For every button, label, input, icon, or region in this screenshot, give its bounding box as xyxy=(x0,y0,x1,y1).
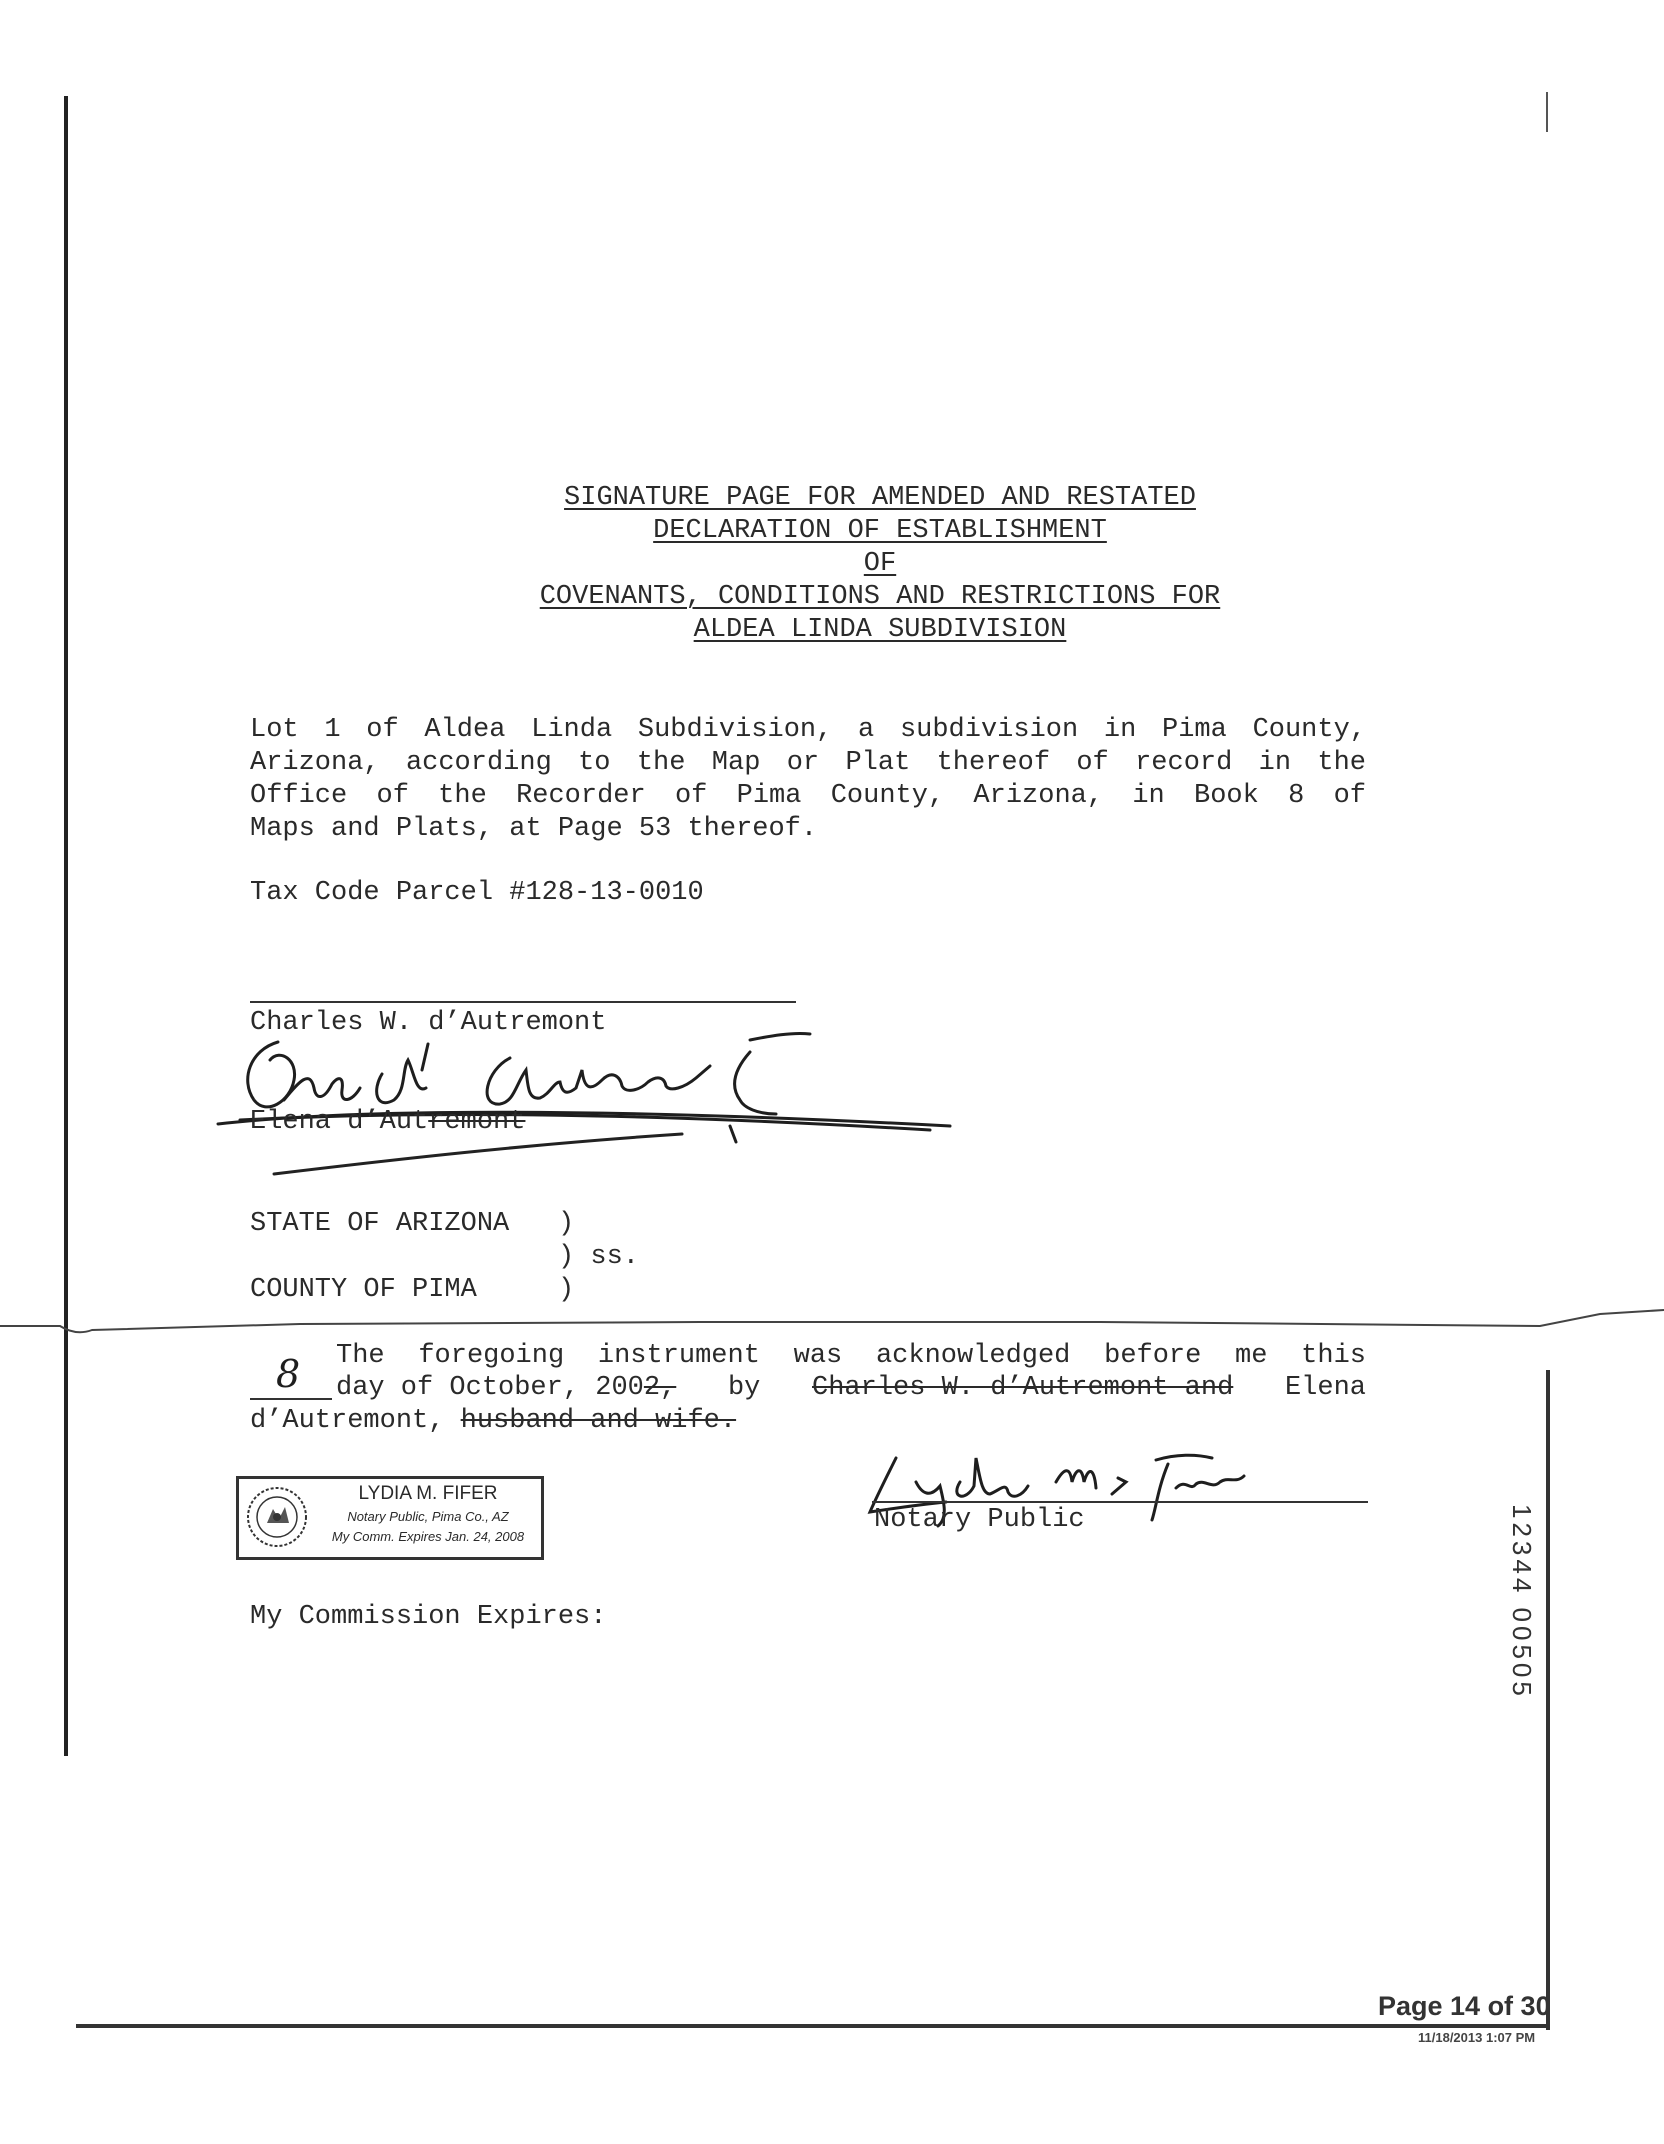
legal-line-3: Office of the Recorder of Pima County, Arizona, in Book 8 of xyxy=(250,781,1366,811)
ack-line-3 xyxy=(250,1405,736,1438)
tax-code-parcel: Tax Code Parcel #128-13-0010 xyxy=(250,878,704,908)
right-scan-edge-top xyxy=(1546,92,1548,132)
stamp-county-line: Notary Public, Pima Co., AZ xyxy=(347,1509,509,1524)
heading-line-3: OF xyxy=(863,549,897,579)
signature-underline-stroke xyxy=(270,1130,690,1180)
signer-1-name: Charles W. d’Autremont xyxy=(250,1008,607,1038)
bottom-rule xyxy=(76,2024,1548,2028)
document-heading xyxy=(380,482,1380,647)
ack-day-of: day of October, 200 xyxy=(336,1373,644,1403)
legal-line-2: Arizona, according to the Map or Plat thereof of record in the xyxy=(250,748,1366,778)
ack-surname: d’Autremont, xyxy=(250,1406,445,1436)
left-scan-edge xyxy=(64,96,68,1756)
ack-day-handwritten: 8 xyxy=(276,1352,301,1396)
right-scan-edge xyxy=(1546,1370,1550,2030)
print-timestamp: 11/18/2013 1:07 PM xyxy=(1418,2030,1536,2045)
signer-2-first: Elena d’Aut xyxy=(250,1107,429,1137)
ack-line-1: The foregoing instrument was acknowledged before me this xyxy=(336,1341,1366,1371)
venue-state: STATE OF ARIZONA xyxy=(250,1209,510,1239)
venue-county: COUNTY OF PIMA xyxy=(250,1275,477,1305)
recording-number: 12344 00505 xyxy=(1507,1504,1537,1700)
heading-line-4: COVENANTS, CONDITIONS AND RESTRICTIONS FOR xyxy=(539,582,1221,612)
commission-expires: My Commission Expires: xyxy=(250,1602,607,1632)
legal-description xyxy=(250,714,1366,846)
heading-line-1: SIGNATURE PAGE FOR AMENDED AND RESTATED xyxy=(564,483,1196,513)
ack-line-2 xyxy=(336,1372,1366,1405)
stamp-expiration-line: My Comm. Expires Jan. 24, 2008 xyxy=(331,1529,525,1544)
heading-line-2: DECLARATION OF ESTABLISHMENT xyxy=(653,516,1107,546)
ack-struck-name: Charles W. d’Autremont and xyxy=(812,1373,1234,1403)
signature-line-1 xyxy=(250,1001,796,1003)
ack-elena: Elena xyxy=(1284,1373,1366,1403)
notary-public-label: Notary Public xyxy=(874,1505,1085,1535)
ack-struck-relation: husband and wife. xyxy=(460,1406,737,1436)
heading-line-5: ALDEA LINDA SUBDIVISION xyxy=(693,615,1067,645)
venue-county-paren: ) xyxy=(558,1275,575,1305)
notary-stamp xyxy=(236,1476,544,1560)
venue-state-paren: ) xyxy=(558,1209,575,1239)
page-number: Page 14 of 30 xyxy=(1378,1991,1551,2021)
stamp-notary-name: LYDIA M. FIFER xyxy=(358,1483,498,1504)
venue-ss: ) ss. xyxy=(558,1242,640,1272)
ack-by: by xyxy=(727,1373,761,1403)
ack-year-struck: 2, xyxy=(643,1373,677,1403)
ack-day-blank xyxy=(250,1398,332,1400)
notary-signature-line xyxy=(872,1501,1368,1503)
legal-line-1: Lot 1 of Aldea Linda Subdivision, a subdivision in Pima County, xyxy=(250,715,1366,745)
notary-seal-icon xyxy=(245,1485,309,1549)
signer-2-struck: remont xyxy=(428,1107,526,1137)
legal-line-4: Maps and Plats, at Page 53 thereof. xyxy=(250,814,818,844)
